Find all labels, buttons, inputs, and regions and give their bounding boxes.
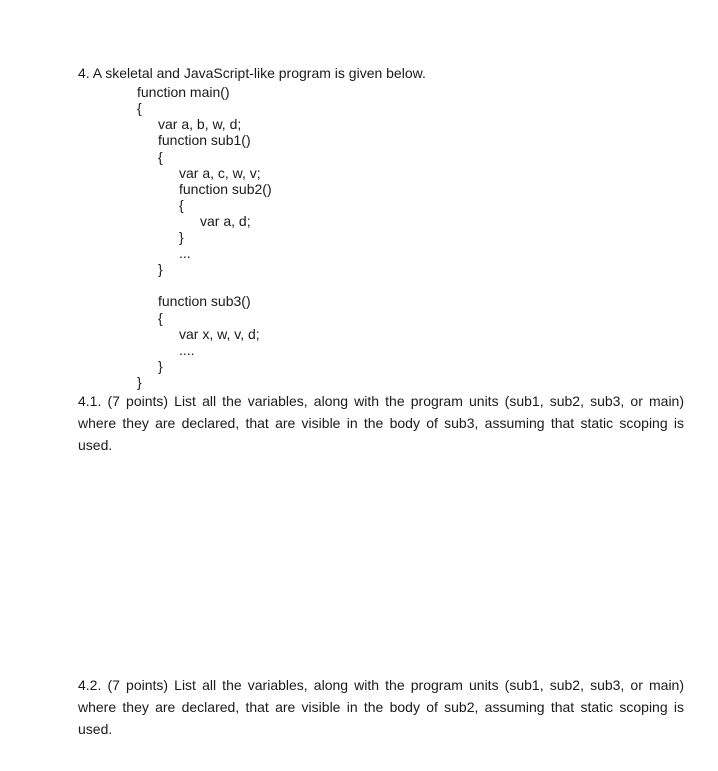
code-sub2-vars: var a, d;: [200, 213, 251, 229]
code-sub1-close-brace: }: [158, 261, 163, 277]
code-sub1-vars: var a, c, w, v;: [179, 165, 261, 181]
code-sub2-close-brace: }: [179, 229, 184, 245]
code-sub1-signature: function sub1(): [158, 132, 251, 148]
code-sub3-ellipsis: ....: [179, 342, 195, 358]
code-sub3-open-brace: {: [158, 310, 163, 326]
question-heading: 4. A skeletal and JavaScript-like program is given below.: [78, 65, 426, 81]
question-part-1: 4.1. (7 points) List all the variables, along with the program units (sub1, sub2, sub3, or main) where they are declared, that are visible in the body of sub3, assuming that static scoping is used.: [78, 393, 684, 453]
code-main-vars: var a, b, w, d;: [158, 116, 242, 132]
code-main-open-brace: {: [137, 100, 142, 116]
question-part-2: 4.2. (7 points) List all the variables, along with the program units (sub1, sub2, sub3, or main) where they are declared, that are visible in the body of sub2, assuming that static scoping is used.: [78, 677, 684, 737]
code-sub3-close-brace: }: [158, 358, 163, 374]
code-sub1-open-brace: {: [158, 149, 163, 165]
code-main-close-brace: }: [137, 374, 142, 390]
code-main-signature: function main(): [137, 84, 230, 100]
code-sub3-vars: var x, w, v, d;: [179, 326, 260, 342]
code-sub1-ellipsis: ...: [179, 245, 191, 261]
code-sub2-open-brace: {: [179, 197, 184, 213]
code-sub3-signature: function sub3(): [158, 293, 251, 309]
code-sub2-signature: function sub2(): [179, 181, 272, 197]
